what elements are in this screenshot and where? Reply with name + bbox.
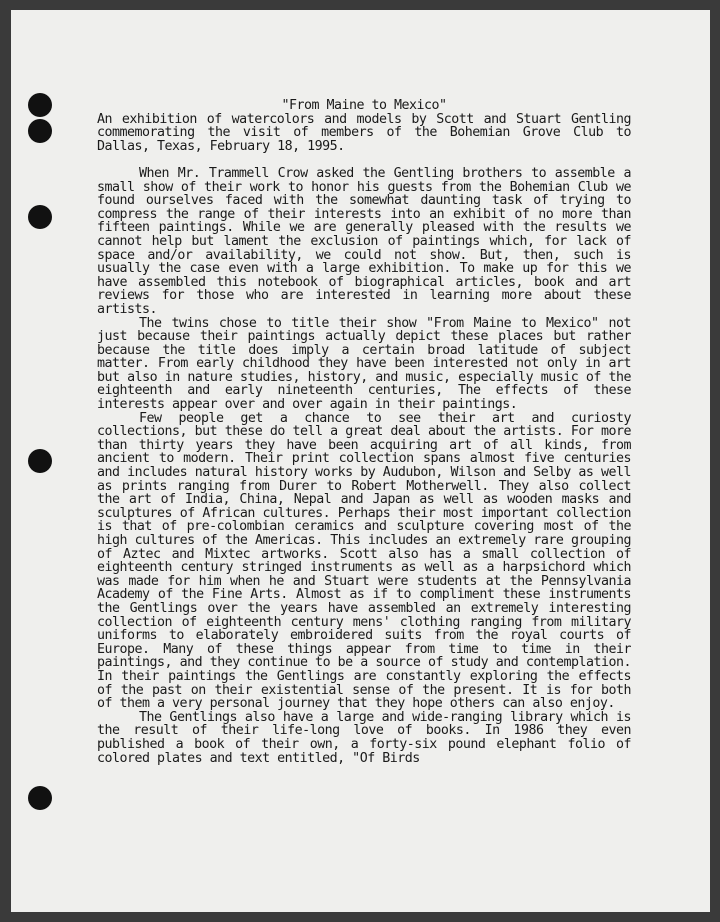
paragraph-gap bbox=[97, 153, 631, 167]
paragraph: When Mr. Trammell Crow asked the Gentling brothers to assemble a small show of their work to honor his guests from the Bohemian Club we found ourselves faced with the somewhat daunting task of trying to compress the range of their interests into an exhibit of no more than fifteen paintings. While we are generally pleased with the results we cannot help but lament the exclusion of paintings which, for lack of space and/or availability, we could not show. But, then, such is usually the case even with a large exhibition. To make up for this we have assembled this notebook of biographical articles, book and art reviews for those who are interested in learning more about these artists. bbox=[97, 165, 631, 317]
binder-hole bbox=[28, 205, 52, 229]
document-title: "From Maine to Mexico" bbox=[281, 98, 447, 113]
binder-hole bbox=[28, 786, 52, 810]
paragraph: The Gentlings also have a large and wide-ranging library which is the result of their life-long love of books. In 1986 they even published a book of their own, a forty-six pound elephant folio of colored plates and text entitled, "Of Birds bbox=[97, 709, 631, 766]
binder-hole bbox=[28, 93, 52, 117]
document-subtitle: An exhibition of watercolors and models by Scott and Stuart Gentling commemorating the visit of members of the Bohemian Grove Club to Dallas, Texas, February 18, 1995. bbox=[97, 111, 631, 154]
paragraph: Few people get a chance to see their art and curiosty collections, but these do tell a great deal about the artists. For more than thirty years they have been acquiring art of all kinds, from ancient to modern. Their print collection spans almost five centuries and includes natural history works by Audubon, Wilson and Selby as well as prints ranging from Durer to Robert Motherwell. They also collect the art of India, China, Nepal and Japan as well as wooden masks and sculptures of African cultures. Perhaps their most important collection is that of pre-colombian ceramics and sculpture covering most of the high cultures of the Americas. This includes an extremely rare grouping of Aztec and Mixtec artworks. Scott also has a small collection of eighteenth century stringed instruments as well as a harpsichord which was made for him when he and Stuart were students at the Pennsylvania Academy of the Fine Arts. Almost as if to compliment these instruments the Gentlings over the years have assembled an extremely interesting collection of eighteenth century mens' clothing ranging from military uniforms to elaborately embroidered suits from the royal courts of Europe. Many of these things appear from time to time in their paintings, and they continue to be a source of study and contemplation. In their paintings the Gentlings are constantly exploring the effects of the past on their existential sense of the present. It is for both of them a very personal journey that they hope others can also enjoy. bbox=[97, 410, 631, 712]
document-body bbox=[97, 99, 631, 765]
paragraph: The twins chose to title their show "From Maine to Mexico" not just because their paintings actually depict these places but rather because the title does imply a certain broad latitude of subject matter. From early childhood they have been interested not only in art but also in nature studies, history, and music, especially music of the eighteenth and early nineteenth centuries, The effects of these interests appear over and over again in their paintings. bbox=[97, 315, 631, 413]
binder-hole bbox=[28, 119, 52, 143]
binder-hole bbox=[28, 449, 52, 473]
